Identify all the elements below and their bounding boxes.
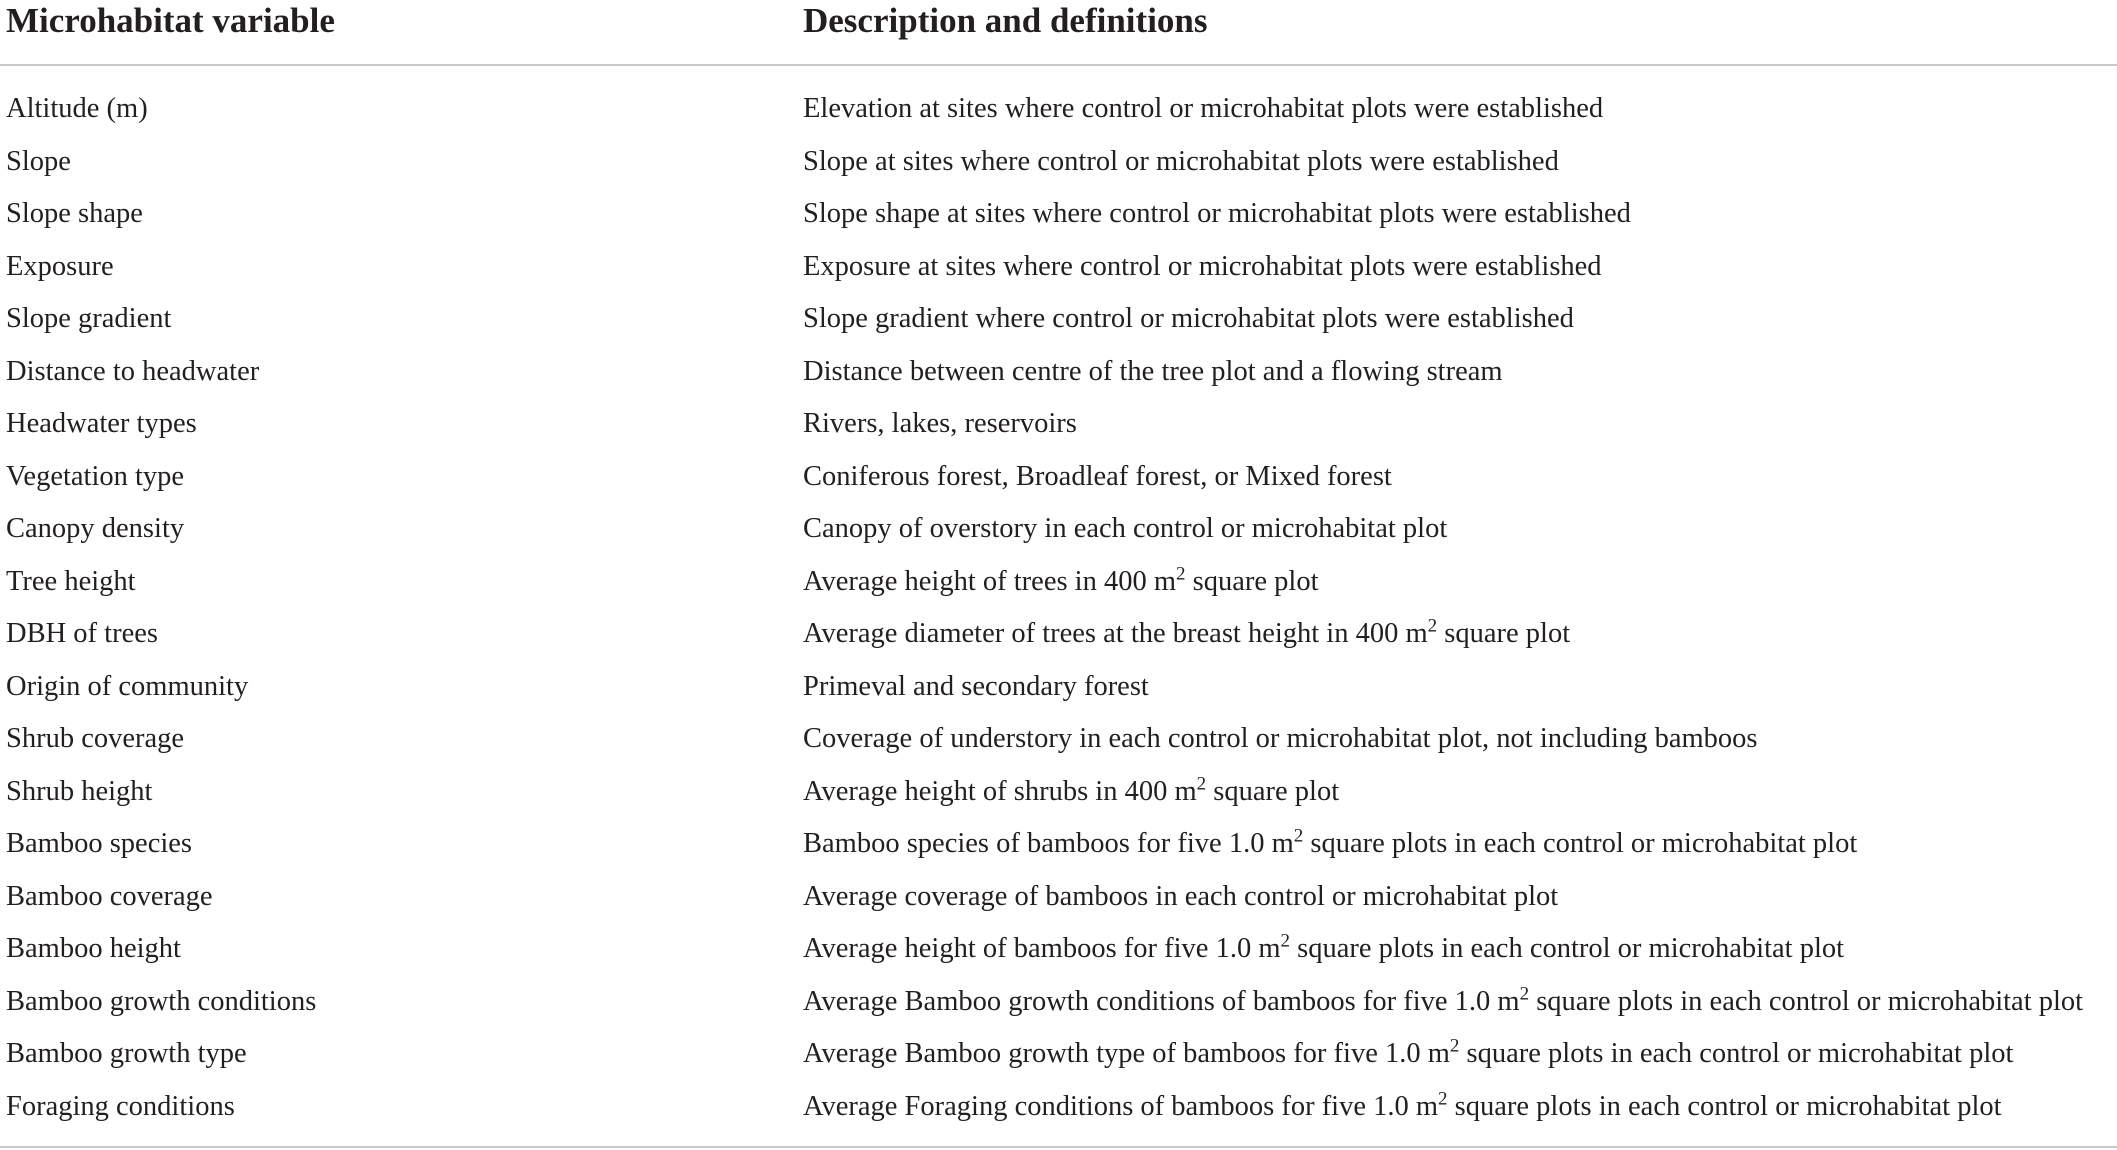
superscript: 2 (1280, 930, 1291, 952)
description-text: Average diameter of trees at the breast height in 400 m (803, 618, 1428, 649)
table-row (0, 661, 2117, 714)
description-text-after: square plots in each control or microhabitat plot (1529, 985, 2084, 1017)
variable-cell: Slope shape (6, 198, 143, 229)
table-row (0, 346, 2117, 399)
superscript: 2 (1196, 773, 1207, 795)
header-description: Description and definitions (803, 1, 1208, 40)
description-cell (803, 713, 1758, 766)
description-cell (803, 1028, 2013, 1081)
variable-cell: Bamboo species (6, 828, 193, 859)
variable-cell: Slope (6, 145, 71, 177)
description-text-after: square plots in each control or microhabitat plot (1447, 1090, 2002, 1122)
variable-cell: Distance to headwater (6, 355, 260, 387)
description-text: Average height of shrubs in 400 m (803, 775, 1197, 807)
table-row (0, 1081, 2117, 1134)
variable-cell: Headwater types (6, 408, 197, 439)
table-row (0, 766, 2117, 819)
description-cell (803, 766, 1339, 819)
description-text: Average height of trees in 400 m (803, 565, 1177, 597)
table-row (0, 713, 2117, 766)
description-text: Slope at sites where control or microhabitat plots were established (803, 145, 1559, 177)
variable-cell: Shrub coverage (6, 723, 185, 754)
table-row (0, 556, 2117, 609)
description-cell (803, 83, 1603, 136)
table-row (0, 871, 2117, 924)
variable-cell: Bamboo growth conditions (6, 985, 317, 1017)
description-cell (803, 556, 1319, 609)
superscript: 2 (1438, 1088, 1448, 1110)
table-row (0, 503, 2117, 556)
description-cell (803, 923, 1844, 976)
table-header (0, 0, 2117, 66)
description-text: Distance between centre of the tree plot and a flowing stream (803, 355, 1503, 387)
table-row (0, 451, 2117, 504)
description-cell (803, 398, 1077, 451)
table-row (0, 608, 2117, 661)
description-text-after: square plots in each control or microhabitat plot (1303, 828, 1858, 859)
description-text: Average Bamboo growth type of bamboos for five 1.0 m (803, 1038, 1450, 1069)
description-text: Bamboo species of bamboos for five 1.0 m (803, 828, 1294, 859)
description-cell (803, 241, 1602, 294)
description-cell (803, 503, 1447, 556)
variable-cell: Altitude (m) (6, 93, 148, 124)
variable-cell: DBH of trees (6, 618, 158, 649)
description-cell (803, 661, 1149, 714)
superscript: 2 (1293, 825, 1304, 847)
description-text-after: square plot (1437, 618, 1571, 649)
description-cell (803, 871, 1558, 924)
table-body (0, 66, 2117, 1133)
superscript: 2 (1449, 1035, 1460, 1057)
description-text: Average height of bamboos for five 1.0 m (803, 933, 1281, 964)
description-cell (803, 188, 1631, 241)
description-text: Coniferous forest, Broadleaf forest, or Mixed forest (803, 460, 1392, 492)
description-text: Coverage of understory in each control or microhabitat plot, not including bamboos (803, 723, 1758, 754)
variable-cell: Bamboo coverage (6, 880, 213, 912)
variable-cell: Bamboo height (6, 933, 181, 964)
variable-cell: Slope gradient (6, 303, 172, 334)
description-cell (803, 818, 1857, 871)
description-cell (803, 608, 1570, 661)
description-text-after: square plot (1206, 775, 1340, 807)
table-row (0, 923, 2117, 976)
description-cell (803, 1081, 2002, 1134)
table-row (0, 188, 2117, 241)
description-cell (803, 346, 1503, 399)
description-text: Average Bamboo growth conditions of bamboos for five 1.0 m (803, 985, 1520, 1017)
variable-cell: Canopy density (6, 513, 185, 544)
description-text: Canopy of overstory in each control or microhabitat plot (803, 513, 1448, 544)
table-row (0, 241, 2117, 294)
description-text: Slope shape at sites where control or microhabitat plots were established (803, 198, 1631, 229)
variable-cell: Tree height (6, 565, 136, 597)
superscript: 2 (1427, 615, 1438, 637)
variable-cell: Vegetation type (6, 460, 185, 492)
description-cell (803, 136, 1559, 189)
variable-cell: Shrub height (6, 775, 153, 807)
table-row (0, 136, 2117, 189)
description-text: Average Foraging conditions of bamboos for five 1.0 m (803, 1090, 1439, 1122)
variable-cell: Foraging conditions (6, 1090, 235, 1122)
superscript: 2 (1519, 983, 1530, 1005)
description-text: Exposure at sites where control or microhabitat plots were established (803, 250, 1602, 282)
variable-cell: Origin of community (6, 670, 249, 702)
description-text: Slope gradient where control or microhabitat plots were established (803, 303, 1574, 334)
variable-cell: Bamboo growth type (6, 1038, 247, 1069)
superscript: 2 (1176, 563, 1186, 585)
description-text: Average coverage of bamboos in each control or microhabitat plot (803, 880, 1559, 912)
description-text: Primeval and secondary forest (803, 670, 1149, 702)
description-cell (803, 976, 2083, 1029)
table-row (0, 976, 2117, 1029)
description-text-after: square plots in each control or microhabitat plot (1459, 1038, 2014, 1069)
header-variable: Microhabitat variable (6, 1, 335, 40)
description-cell (803, 451, 1392, 504)
table-row (0, 83, 2117, 136)
table-row (0, 293, 2117, 346)
bottom-rule (0, 1146, 2117, 1148)
description-cell (803, 293, 1574, 346)
description-text: Elevation at sites where control or microhabitat plots were established (803, 93, 1604, 124)
table-row (0, 1028, 2117, 1081)
description-text-after: square plots in each control or microhabitat plot (1290, 933, 1845, 964)
description-text-after: square plot (1185, 565, 1319, 597)
table-row (0, 818, 2117, 871)
description-text: Rivers, lakes, reservoirs (803, 408, 1077, 439)
table-row (0, 398, 2117, 451)
variable-cell: Exposure (6, 250, 114, 282)
